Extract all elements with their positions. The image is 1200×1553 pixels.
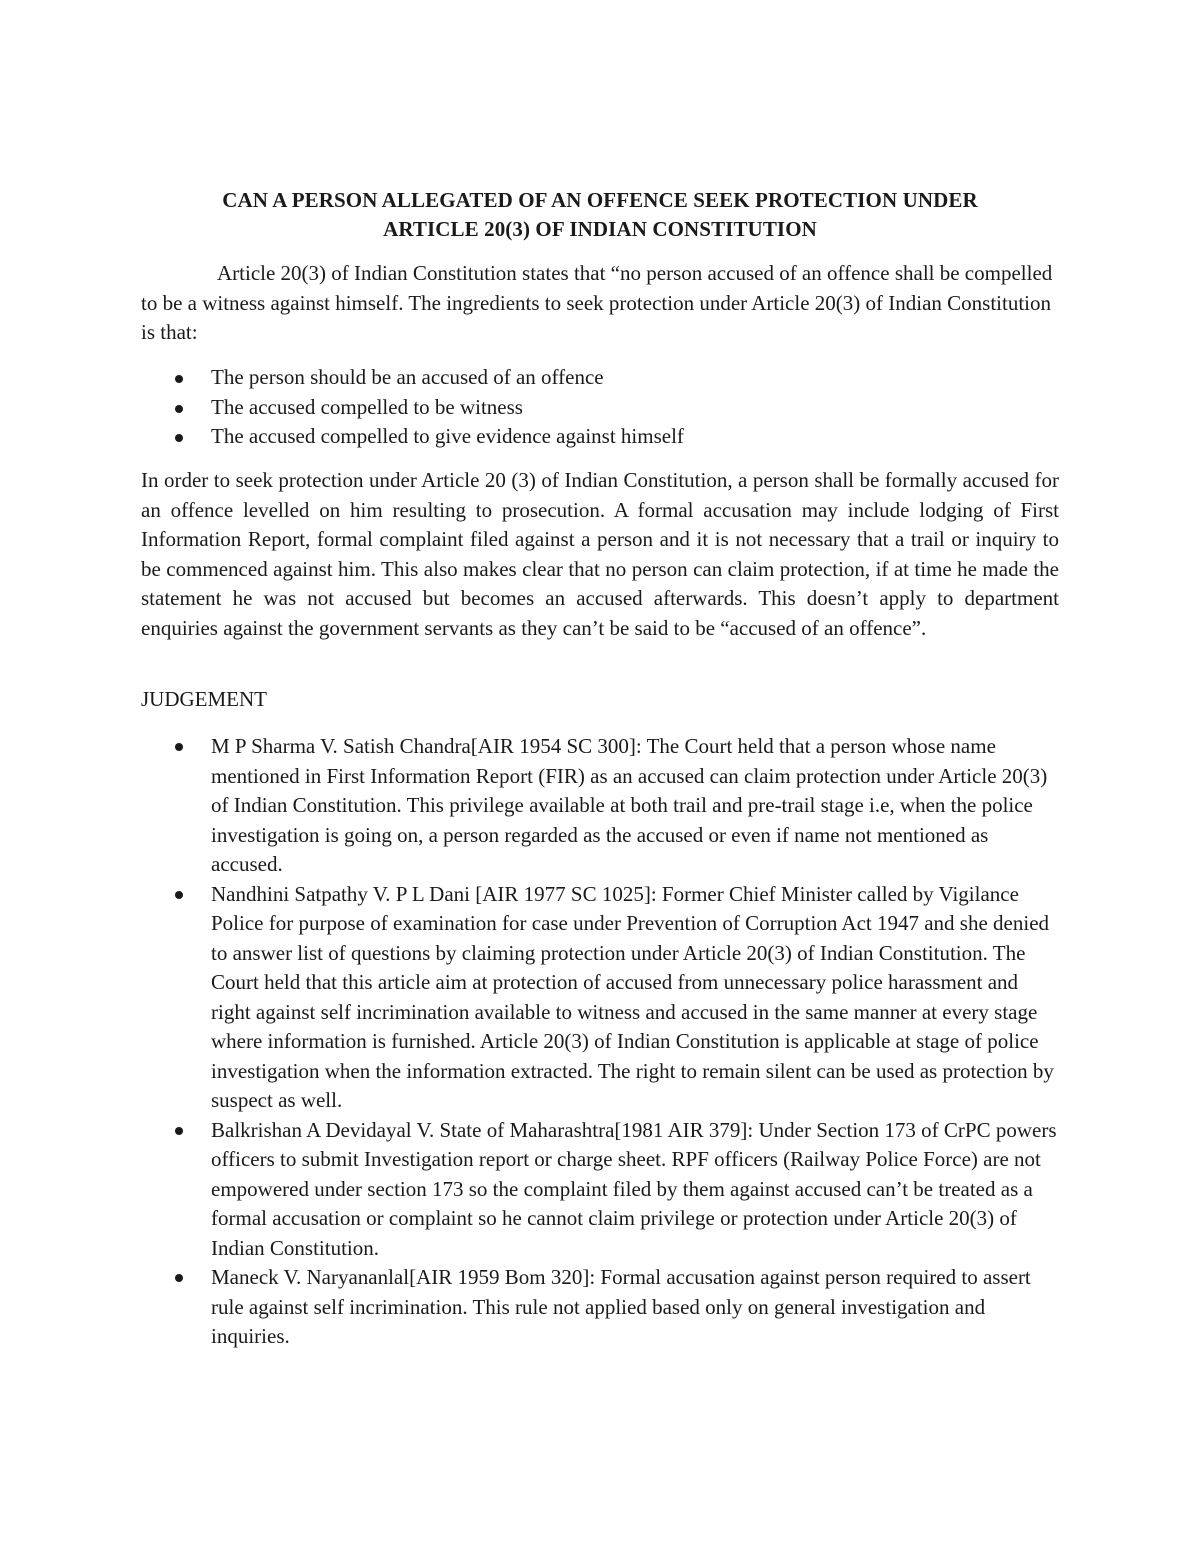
title-line-2: ARTICLE 20(3) OF INDIAN CONSTITUTION xyxy=(383,217,817,241)
bullet-icon xyxy=(175,1127,183,1135)
list-item xyxy=(141,363,1059,393)
list-item-text: The person should be an accused of an offence xyxy=(211,365,604,389)
list-item xyxy=(141,880,1059,1116)
list-item-text: The accused compelled to give evidence against himself xyxy=(211,424,684,448)
list-item xyxy=(141,1263,1059,1352)
list-item-text: The accused compelled to be witness xyxy=(211,394,523,419)
judgement-heading: JUDGEMENT xyxy=(141,687,267,711)
body-paragraph: In order to seek protection under Article 20 (3) of Indian Constitution, a person shall be formally accused for an offence levelled on him resulting to prosecution. A formal accusation may include lodging of First Information Report, formal complaint filed against a person and it is not necessary that a trail or inquiry to be commenced against him. This also makes clear that no person can claim protection, if at time he made the statement he was not accused but becomes an accused afterwards. This doesn’t apply to department enquiries against the government servants as they can’t be said to be “accused of an offence”. xyxy=(141,468,1059,640)
document-title xyxy=(140,186,1060,244)
list-item xyxy=(141,422,1059,452)
list-item-text: Nandhini Satpathy V. P L Dani [AIR 1977 SC 1025]: Former Chief Minister called by Vigilance Police for purpose of examination for case under Prevention of Corruption Act 1947 and she denied to answer list of questions by claiming protection under Article 20(3) of Indian Constitution. The Court held that this article aim at protection of accused from unnecessary police harassment and right against self incrimination available to witness and accused in the same manner at every stage where information is furnished. Article 20(3) of Indian Constitution is applicable at stage of police investigation when the information extracted. The right to remain silent can be used as protection by suspect as well. xyxy=(211,881,1054,1112)
list-item-text: Maneck V. Naryananlal[AIR 1959 Bom 320]: Formal accusation against person required to assert rule against self incrimination. This rule not applied based only on general investigation and inquiries. xyxy=(211,1265,1031,1348)
list-item xyxy=(141,1116,1059,1264)
list-item xyxy=(141,393,1059,423)
list-item-text: M P Sharma V. Satish Chandra[AIR 1954 SC 300]: The Court held that a person whose name mentioned in First Information Report (FIR) as an accused can claim protection under Article 20(3) of Indian Constitution. This privilege available at both trail and pre-trail stage i.e, when the police investigation is going on, a person regarded as the accused or even if name not mentioned as accused. xyxy=(211,734,1048,876)
intro-paragraph: Article 20(3) of Indian Constitution states that “no person accused of an offence shall be compelled to be a witness against himself. The ingredients to seek protection under Article 20(3) of Indian Constitution is that: xyxy=(141,261,1053,344)
bullet-icon xyxy=(175,891,183,899)
list-item xyxy=(141,732,1059,880)
bullet-icon xyxy=(175,1274,183,1282)
bullet-icon xyxy=(175,434,183,442)
bullet-icon xyxy=(175,743,183,751)
judgements-list xyxy=(141,732,1059,1352)
bullet-icon xyxy=(175,375,183,383)
ingredients-list xyxy=(141,363,1059,452)
list-item-text: Balkrishan A Devidayal V. State of Maharashtra[1981 AIR 379]: Under Section 173 of CrPC powers officers to submit Investigation report or charge sheet. RPF officers (Railway Police Force) are not empowered under section 173 so the complaint filed by them against accused can’t be treated as a formal accusation or complaint so he cannot claim privilege or protection under Article 20(3) of Indian Constitution. xyxy=(211,1117,1057,1260)
bullet-icon xyxy=(175,405,183,413)
title-line-1: CAN A PERSON ALLEGATED OF AN OFFENCE SEEK PROTECTION UNDER xyxy=(222,188,978,212)
